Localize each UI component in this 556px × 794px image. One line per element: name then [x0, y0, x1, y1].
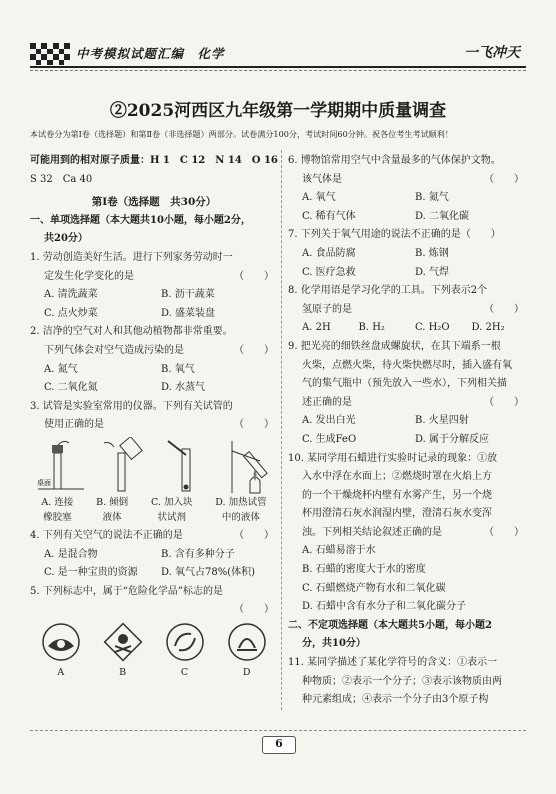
question-stem: 定发生化学变化的是 （ ）: [44, 270, 274, 282]
adding-solid-icon: [160, 437, 210, 495]
symbol-letter: A: [57, 666, 65, 678]
options-row: A. 氮气 B. 氧气: [44, 363, 195, 375]
question-stem: 5. 下列标志中，属于“危险化学品”标志的是: [30, 585, 223, 597]
question-stem: 氢原子的是 （ ）: [302, 303, 524, 315]
question-stem: 述正确的是 （ ）: [302, 396, 524, 408]
options-row: A. 清洗蔬菜 B. 沥干蔬菜: [44, 289, 215, 301]
question-stem: 入水中浮在水面上；②燃烧时罩在火焰上方: [302, 471, 492, 483]
option: B. 石蜡的密度大于水的密度: [302, 564, 426, 576]
question-stem: 4. 下列有关空气的说法不正确的是 （ ）: [30, 529, 274, 541]
question-stem: 6. 博物馆常用空气中含量最多的气体保护文物。: [288, 155, 501, 166]
options-row: A. 氧气 B. 氮气: [302, 192, 449, 204]
options-row: C. 是一种宝贵的资源 D. 氧气占78%(体积): [44, 567, 256, 579]
part-heading: 共20分）: [44, 233, 88, 245]
right-column: [288, 152, 528, 710]
section-title: 第Ⅰ卷（选择题 共30分）: [91, 196, 217, 209]
question-6: [288, 152, 528, 226]
question-10: [288, 450, 528, 617]
brand-logo: 一飞冲天: [464, 45, 520, 61]
question-9: [288, 338, 528, 450]
checker-logo-icon: [30, 43, 70, 65]
question-stem: 该气体是 （ ）: [302, 173, 524, 185]
header-rule: [30, 66, 526, 68]
page-header: [30, 40, 526, 70]
question-stem: 10. 某同学用石蜡进行实验时记录的现象：①放: [288, 452, 498, 464]
column-divider: [281, 150, 282, 710]
heating-liquid-icon: [222, 437, 272, 495]
part-heading: 一、单项选择题（本大题共10小题，每小题2分，: [30, 214, 251, 226]
question-stem: 2. 洁净的空气对人和其他动植物都非常重要。: [30, 326, 233, 338]
caption-b: B. 倾倒 液体: [96, 496, 129, 523]
question-2: [30, 323, 278, 397]
question-stem: 下列气体会对空气造成污染的是 （ ）: [44, 344, 274, 356]
part-heading: 二、不定项选择题（本大题共5小题，每小题2: [288, 619, 492, 631]
question-stem: （ ）: [234, 604, 274, 616]
question-stem: 种元素组成；④表示一个分子由3个原子构: [302, 694, 489, 706]
question-stem: 种物质；②表示一个分子；③表示该物质由两: [302, 675, 502, 687]
question-stem: 火柴，点燃火柴，待火柴快燃尽时，插入盛有氧: [302, 359, 512, 371]
question-stem: 3. 试管是实验室常用的仪器。下列有关试管的: [30, 400, 233, 412]
part-heading: 分，共10分）: [302, 638, 366, 650]
atomic-mass-line: 可能用到的相对原子质量：H 1 C 12 N 14 O 16: [30, 155, 278, 166]
options-row: C. 医疗急救 D. 气焊: [302, 266, 450, 278]
page-number: 6: [262, 736, 296, 754]
caption-d: D. 加热试管 中的液体: [215, 496, 267, 523]
question-stem: 浊。下列相关结论叙述正确的是 （ ）: [302, 526, 524, 538]
question-4: [30, 527, 278, 583]
question-11: [288, 654, 528, 710]
symbol-letter: B: [119, 666, 127, 678]
symbol-letter: D: [242, 666, 251, 678]
options-row: C. 点火炒菜 D. 盛菜装盘: [44, 307, 216, 319]
option: C. 石蜡燃烧产物有水和二氧化碳: [302, 582, 446, 594]
options-row: C. 稀有气体 D. 二氧化碳: [302, 210, 470, 222]
stopper-test-tube-icon: [36, 437, 86, 495]
symbol-letters: [30, 664, 278, 682]
question-stem: 9. 把光亮的细铁丝盘成螺旋状，在其下端系一根: [288, 340, 501, 352]
question-stem: 使用正确的是 （ ）: [44, 419, 274, 431]
options-row: A. 食品防腐 B. 炼钢: [302, 247, 449, 259]
header-dotted-rule: [30, 70, 526, 71]
options-row: C. 二氧化氮 D. 水蒸气: [44, 382, 206, 394]
question-stem: 1. 劳动创造美好生活。进行下列家务劳动时一: [30, 251, 233, 263]
table-label: 桌面: [37, 478, 51, 487]
question-5: [30, 583, 278, 682]
lab-illustrations: [30, 435, 278, 495]
hazard-symbols: [30, 620, 278, 664]
left-column: [30, 152, 278, 682]
options-row: A. 2H B. H₂ C. H₂O D. 2H₂: [302, 322, 505, 334]
question-3: [30, 398, 278, 527]
question-8: [288, 282, 528, 338]
series-title: 中考模拟试题汇编 化学: [76, 46, 225, 61]
options-row: A. 是混合物 B. 含有多种分子: [44, 548, 235, 560]
options-row: C. 生成FeO D. 属于分解反应: [302, 433, 490, 445]
symbol-letter: C: [180, 666, 189, 678]
question-stem: 气的集气瓶中（预先放入一些水），下列相关描: [302, 378, 507, 390]
question-stem: 杯用澄清石灰水润湿内壁，澄清石灰水变浑: [302, 508, 492, 520]
option: D. 石蜡中含有水分子和二氧化碳分子: [302, 601, 467, 613]
exam-title: ②2025河西区九年级第一学期期中质量调查: [109, 101, 447, 121]
pouring-liquid-icon: [98, 437, 148, 495]
recycle-symbol-icon: [165, 622, 205, 662]
question-stem: 11. 某同学描述了某化学符号的含义：①表示一: [288, 657, 498, 669]
caption-c: C. 加入块 状试剂: [150, 496, 193, 523]
toxic-skull-symbol-icon: [103, 622, 143, 662]
question-stem: 8. 化学用语是学习化学的工具。下列表示2个: [288, 285, 488, 297]
exam-intro: 本试卷分为第Ⅰ卷（选择题）和第Ⅱ卷（非选择题）两部分。试卷满分100分，考试时间60分钟。祝各位考生考试顺利！: [30, 129, 453, 139]
atomic-mass-line: S 32 Ca 40: [30, 173, 93, 185]
question-stem: 的一个干燥烧杯内壁有水雾产生，另一个烧: [302, 489, 492, 501]
question-1: [30, 249, 278, 323]
option: A. 石蜡易溶于水: [302, 545, 376, 557]
saving-symbol-icon: [227, 622, 267, 662]
options-row: A. 发出白光 B. 火星四射: [302, 415, 469, 427]
question-7: [288, 226, 528, 282]
caption-a: A. 连接 橡胶塞: [41, 496, 74, 523]
footer-rule: [30, 730, 526, 731]
water-drop-symbol-icon: [41, 622, 81, 662]
question-stem: 7. 下列关于氧气用途的说法不正确的是（ ）: [288, 229, 501, 241]
lab-captions: [30, 495, 278, 527]
